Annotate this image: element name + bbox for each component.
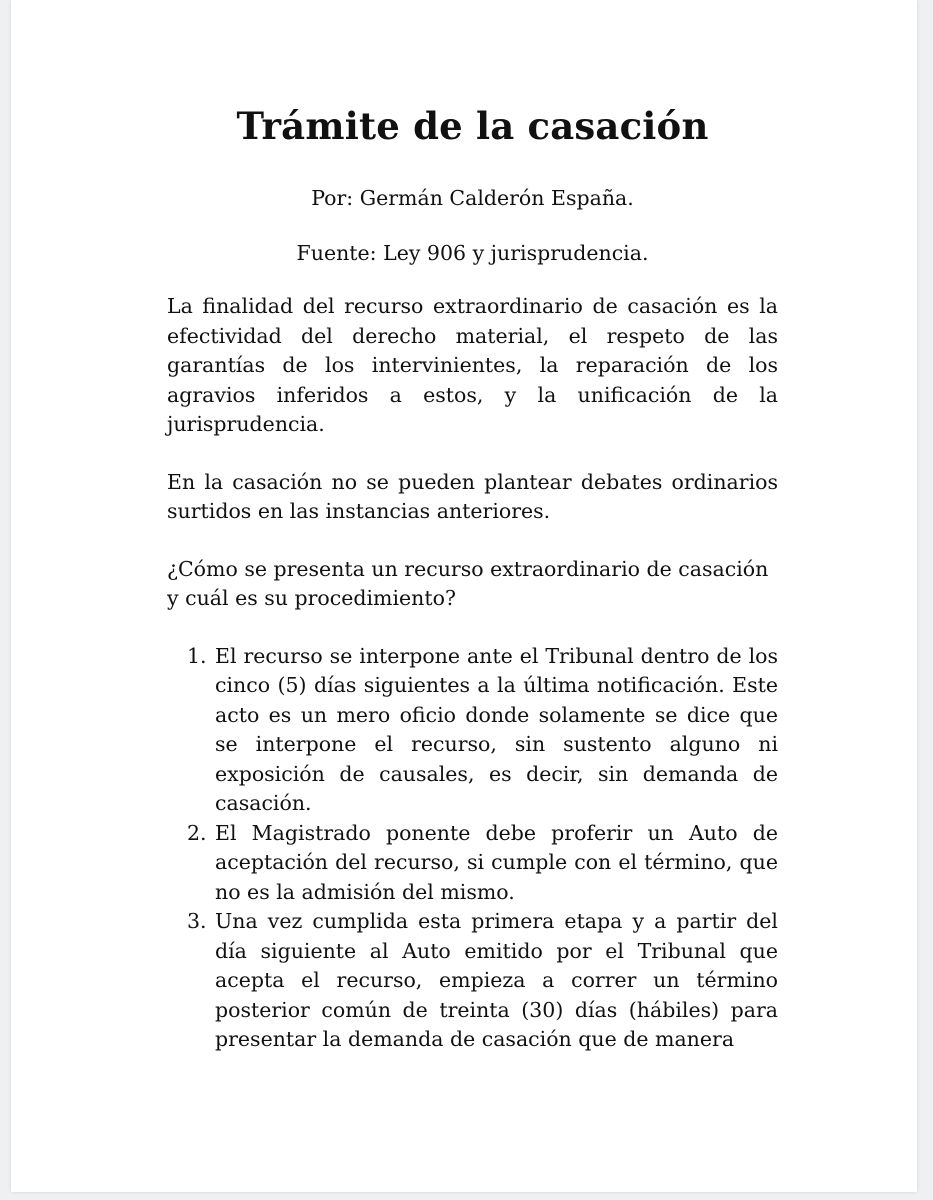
document-content	[167, 96, 778, 1055]
procedure-steps-list	[167, 642, 778, 1055]
list-item-number: 2.	[187, 820, 207, 845]
list-item	[167, 642, 778, 819]
paragraph-purpose: La finalidad del recurso extraordinario de casación es la efectividad del derecho material, el respeto de las garantías de los intervinientes, la reparación de los agravios inferidos a estos, y la unificación de la jurisprudencia.	[167, 294, 778, 436]
list-item-text: El Magistrado ponente debe proferir un Auto de aceptación del recurso, si cumple con el término, que no es la admisión del mismo.	[215, 820, 778, 904]
document-page	[11, 0, 917, 1192]
list-item-text: El recurso se interpone ante el Tribunal dentro de los cinco (5) días siguientes a la última notificación. Este acto es un mero oficio donde solamente se dice que se interpone el recurso, sin sustento alguno ni exposición de causales, es decir, sin demanda de casación.	[215, 643, 778, 815]
paragraph-limits: En la casación no se pueden plantear debates ordinarios surtidos en las instancias anteriores.	[167, 469, 778, 523]
list-item-text: Una vez cumplida esta primera etapa y a partir del día siguiente al Auto emitido por el Tribunal que acepta el recurso, empieza a correr un término posterior común de treinta (30) días (hábiles) para presentar la demanda de casación que de manera	[215, 909, 778, 1051]
list-item-number: 3.	[187, 909, 207, 933]
source-line: Fuente: Ley 906 y jurisprudencia.	[296, 241, 649, 265]
paragraph-question: ¿Cómo se presenta un recurso extraordinario de casación y cuál es su procedimiento?	[167, 556, 769, 610]
list-item	[167, 907, 778, 1055]
list-item	[167, 819, 778, 908]
document-title: Trámite de la casación	[236, 104, 709, 148]
author-line: Por: Germán Calderón España.	[311, 186, 634, 210]
list-item-number: 1.	[187, 643, 207, 668]
